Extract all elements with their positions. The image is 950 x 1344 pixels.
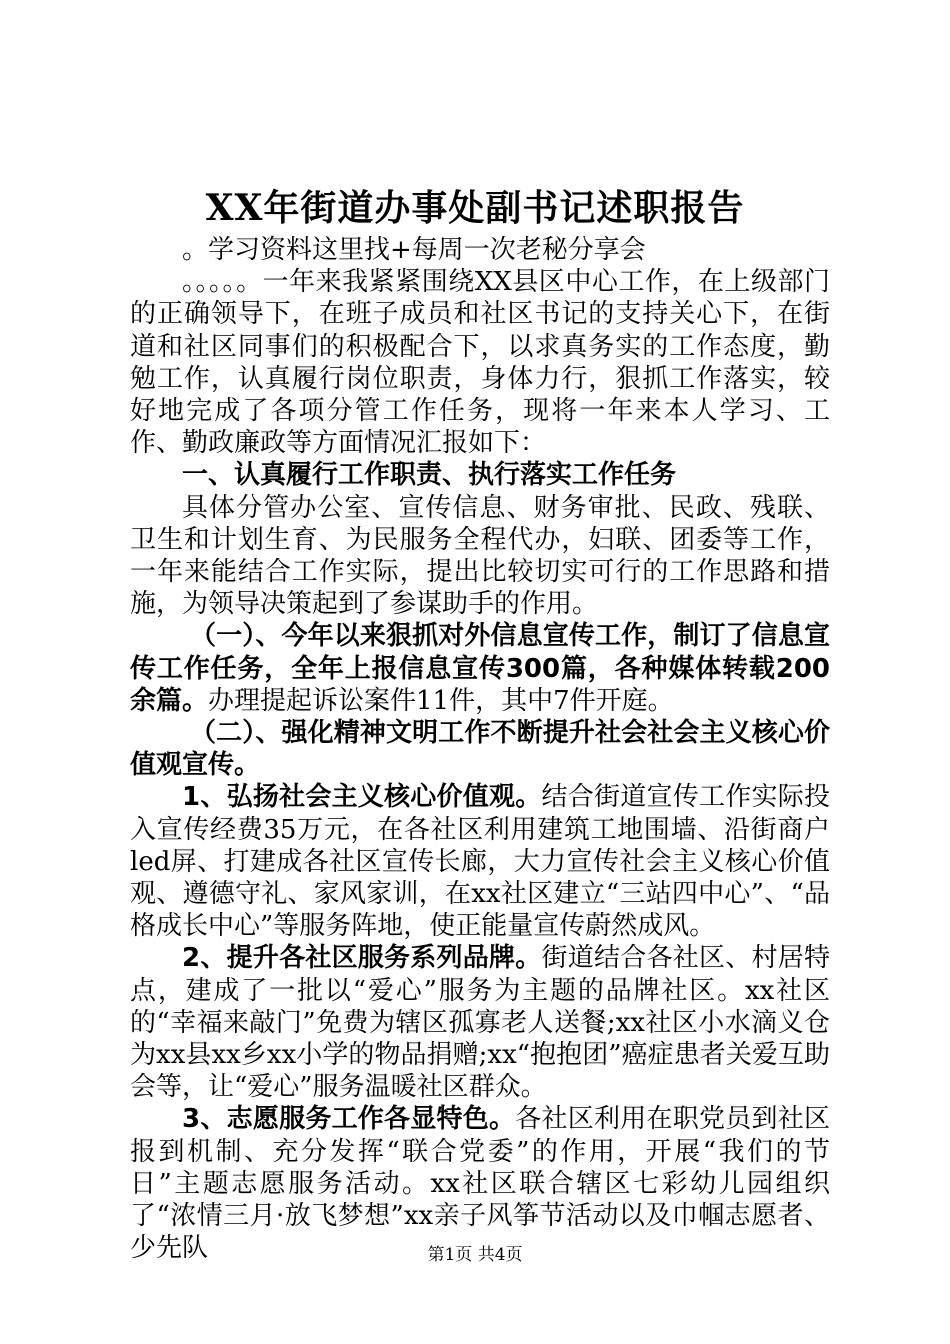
subsection-1-heading: （一）、今年以来狠抓对外信息宣传工作，制订了信息宣传工作任务，全年上报信息宣传300篇，各种媒体转载200余篇。 bbox=[130, 621, 830, 716]
item-3-text: 各社区利用在职党员到社区报到机制、充分发挥“联合党委”的作用，开展“我们的节日”主题志愿服务活动。xx社区联合辖区七彩幼儿园组织了“浓情三月·放飞梦想”xx亲子风筝节活动以及巾帼志愿者、少先队 bbox=[130, 1104, 830, 1264]
item-3-paragraph bbox=[130, 1103, 830, 1264]
item-1-text: 结合街道宣传工作实际投入宣传经费35万元，在各社区利用建筑工地围墙、沿街商户led屏、打建成各社区宣传长廊，大力宣传社会主义核心价值观、遵德守礼、家风家训，在xx社区建立“三站四中心”、“品格成长中心”等服务阵地，使正能量宣传蔚然成风。 bbox=[130, 782, 830, 942]
item-1-heading: 1、弘扬社会主义核心价值观。 bbox=[182, 782, 542, 813]
duties-paragraph: 具体分管办公室、宣传信息、财务审批、民政、残联、卫生和计划生育、为民服务全程代办，妇联、团委等工作，一年来能结合工作实际，提出比较切实可行的工作思路和措施，为领导决策起到了参谋助手的作用。 bbox=[130, 492, 830, 620]
opening-paragraph: 。。。。。一年来我紧紧围绕XX县区中心工作，在上级部门的正确领导下，在班子成员和社区书记的支持关心下，在街道和社区同事们的积极配合下，以求真务实的工作态度，勤勉工作，认真履行岗位职责，身体力行，狠抓工作落实，较好地完成了各项分管工作任务，现将一年来本人学习、工作、勤政廉政等方面情况汇报如下： bbox=[130, 267, 830, 459]
item-2-paragraph bbox=[130, 942, 830, 1103]
intro-line: 。学习资料这里找+每周一次老秘分享会 bbox=[182, 235, 646, 265]
item-3-heading: 3、志愿服务工作各显特色。 bbox=[182, 1104, 516, 1135]
subsection-1-paragraph bbox=[130, 620, 830, 717]
item-2-heading: 2、提升各社区服务系列品牌。 bbox=[182, 943, 542, 974]
page-footer: 第1页 共4页 bbox=[427, 1245, 523, 1265]
item-2-text: 街道结合各社区、村居特点，建成了一批以“爱心”服务为主题的品牌社区。xx社区的“幸福来敲门”免费为辖区孤寡老人送餐;xx社区小水滴义仓为xx县xx乡xx小学的物品捐赠;xx“抱抱团”癌症患者关爱互助会等，让“爱心”服务温暖社区群众。 bbox=[130, 943, 830, 1103]
document-body bbox=[130, 234, 830, 1265]
section-heading-1: 一、认真履行工作职责、执行落实工作任务 bbox=[182, 460, 677, 491]
subsection-1-text: 办理提起诉讼案件11件，其中7件开庭。 bbox=[208, 685, 674, 716]
subsection-2-heading: （二）、强化精神文明工作不断提升社会社会主义核心价值观宣传。 bbox=[130, 718, 830, 781]
document-title: XX年街道办事处副书记述职报告 bbox=[205, 187, 745, 229]
item-1-paragraph bbox=[130, 781, 830, 942]
